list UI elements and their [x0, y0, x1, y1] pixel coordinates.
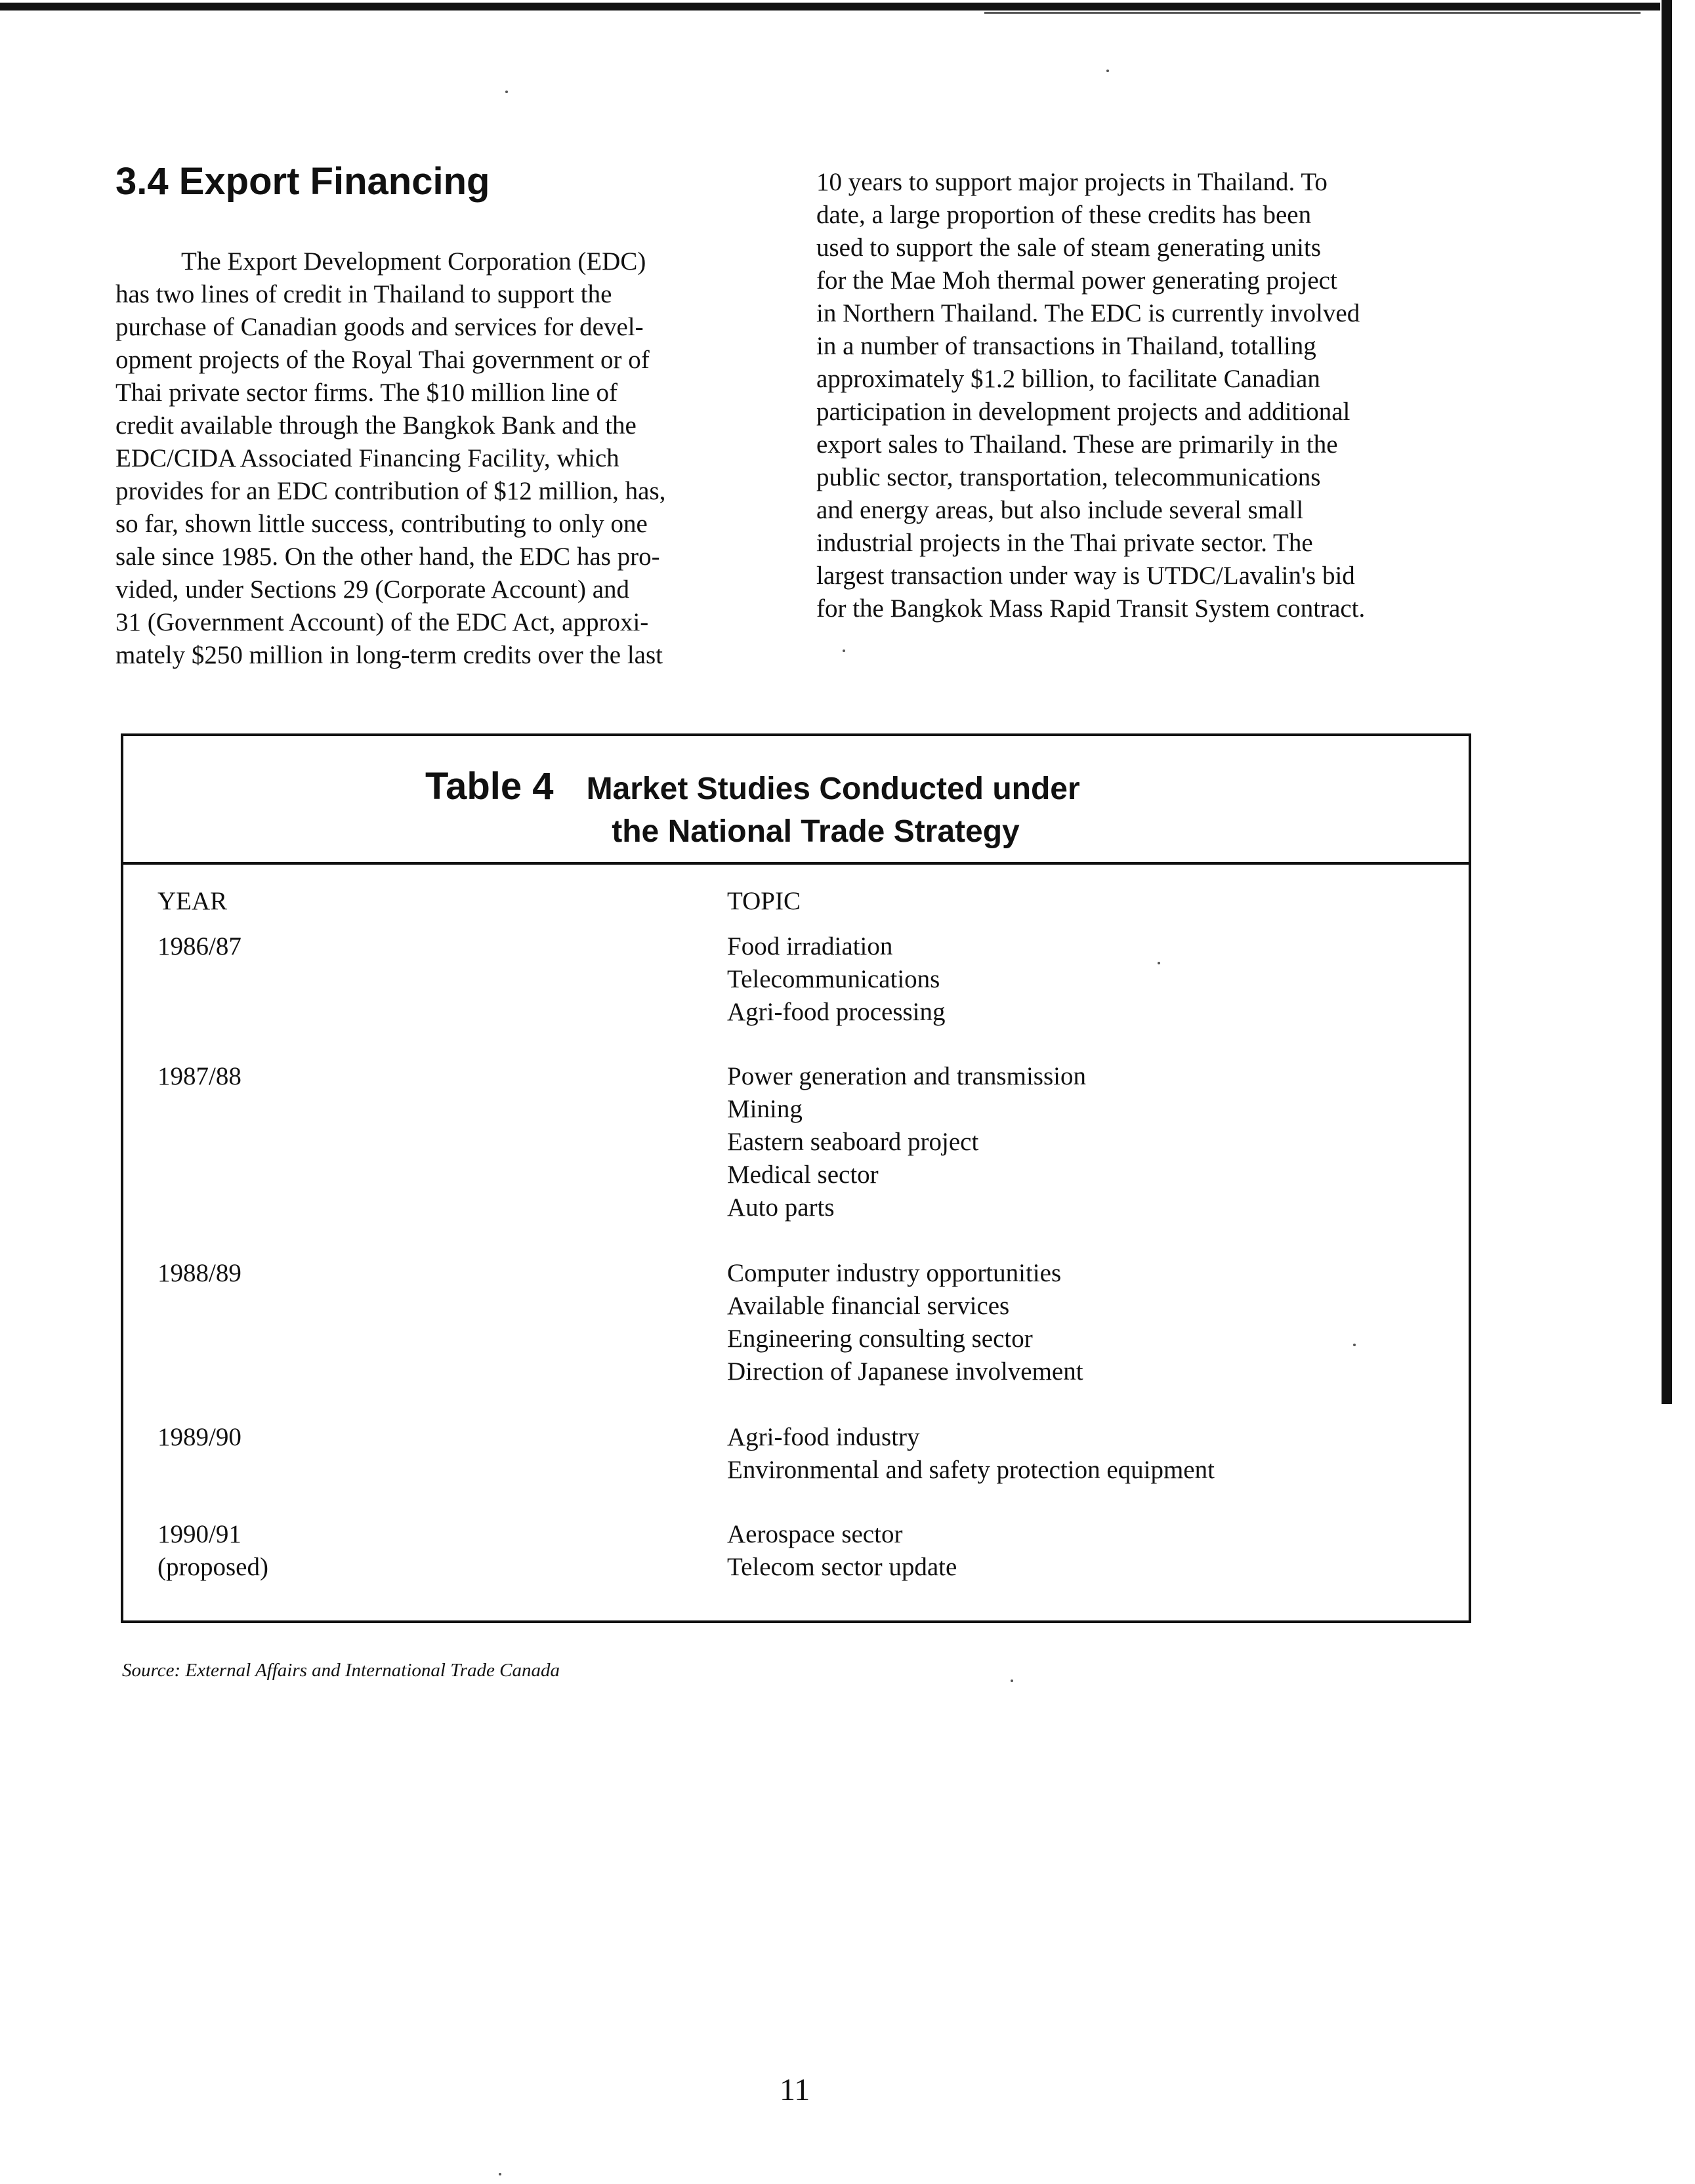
- left-line: has two lines of credit in Thailand to support the: [115, 280, 612, 308]
- right-line: export sales to Thailand. These are primarily in the: [816, 430, 1338, 459]
- left-line: purchase of Canadian goods and services for devel-: [115, 313, 644, 341]
- column-header-year: YEAR: [157, 887, 228, 915]
- table-row-year: [157, 1421, 241, 1454]
- table-row-year: [157, 1257, 241, 1290]
- right-line: public sector, transportation, telecommunications: [816, 463, 1321, 491]
- table-number: Table 4: [425, 765, 554, 808]
- table-row-year: [157, 1060, 241, 1093]
- topic-item: Available financial services: [727, 1292, 1010, 1320]
- right-line: used to support the sale of steam generating units: [816, 234, 1321, 262]
- right-line: date, a large proportion of these credits has been: [816, 201, 1312, 229]
- column-header-topic: TOPIC: [727, 887, 801, 915]
- table-row-topics: [727, 1060, 1086, 1224]
- topic-item: Auto parts: [727, 1193, 835, 1222]
- left-line: sale since 1985. On the other hand, the EDC has pro-: [115, 543, 660, 571]
- left-text-column: [115, 245, 765, 672]
- right-line: largest transaction under way is UTDC/Lavalin's bid: [816, 562, 1355, 590]
- year-label: 1987/88: [157, 1062, 241, 1090]
- scan-speck: [1106, 70, 1109, 72]
- left-line: opment projects of the Royal Thai government or of: [115, 346, 650, 374]
- topic-item: Aerospace sector: [727, 1520, 903, 1548]
- table-row-topics: [727, 1518, 957, 1584]
- topic-item: Direction of Japanese involvement: [727, 1357, 1083, 1386]
- table-row-year: [157, 1518, 268, 1584]
- left-line: provides for an EDC contribution of $12 million, has,: [115, 477, 666, 505]
- topic-item: Telecommunications: [727, 965, 940, 993]
- scan-speck: [1011, 1679, 1013, 1682]
- year-label: 1986/87: [157, 932, 241, 960]
- table-title-area: [123, 736, 1469, 865]
- right-edge-bar: [1662, 0, 1672, 1404]
- left-line: Thai private sector firms. The $10 million line of: [115, 379, 618, 407]
- topic-item: Agri-food industry: [727, 1423, 920, 1451]
- topic-item: Eastern seaboard project: [727, 1128, 979, 1156]
- right-line: in Northern Thailand. The EDC is currently involved: [816, 299, 1360, 327]
- table-row-topics: [727, 1257, 1083, 1388]
- year-note: (proposed): [157, 1553, 268, 1581]
- topic-item: Computer industry opportunities: [727, 1259, 1062, 1287]
- topic-item: Telecom sector update: [727, 1553, 957, 1581]
- scan-speck: [499, 2173, 501, 2175]
- year-label: 1990/91: [157, 1520, 241, 1548]
- table-title-text: Market Studies Conducted under: [586, 772, 1080, 806]
- table-title-line-2: the National Trade Strategy: [612, 814, 1020, 849]
- scan-speck: [1158, 962, 1160, 964]
- table-source-note: Source: External Affairs and International Trade Canada: [122, 1660, 560, 1681]
- topic-item: Engineering consulting sector: [727, 1325, 1033, 1353]
- topic-item: Medical sector: [727, 1161, 879, 1189]
- top-rule-thin: [984, 12, 1641, 14]
- right-text-column: [816, 166, 1473, 625]
- table-row-year: [157, 930, 241, 963]
- year-label: 1989/90: [157, 1423, 241, 1451]
- left-line: The Export Development Corporation (EDC): [181, 247, 646, 276]
- left-line: credit available through the Bangkok Bank and the: [115, 411, 637, 440]
- left-line: EDC/CIDA Associated Financing Facility, which: [115, 444, 619, 472]
- section-heading: 3.4 Export Financing: [115, 160, 490, 203]
- scan-speck: [505, 91, 508, 93]
- right-line: industrial projects in the Thai private sector. The: [816, 529, 1313, 557]
- right-line: and energy areas, but also include several small: [816, 496, 1304, 524]
- table-row-topics: [727, 1421, 1215, 1487]
- top-rule: [0, 3, 1660, 10]
- topic-item: Environmental and safety protection equipment: [727, 1456, 1215, 1484]
- topic-item: Power generation and transmission: [727, 1062, 1086, 1090]
- right-line: for the Mae Moh thermal power generating project: [816, 266, 1337, 295]
- topic-item: Agri-food processing: [727, 998, 946, 1026]
- left-line: vided, under Sections 29 (Corporate Account) and: [115, 575, 630, 604]
- right-line: in a number of transactions in Thailand, totalling: [816, 332, 1316, 360]
- right-line: for the Bangkok Mass Rapid Transit System contract.: [816, 594, 1366, 623]
- table-title-line-1: [425, 765, 1080, 808]
- year-label: 1988/89: [157, 1259, 241, 1287]
- table-row-topics: [727, 930, 946, 1029]
- scan-speck: [843, 649, 845, 652]
- left-line: mately $250 million in long-term credits over the last: [115, 641, 663, 669]
- right-line: participation in development projects and additional: [816, 398, 1350, 426]
- left-line: 31 (Government Account) of the EDC Act, approxi-: [115, 608, 649, 636]
- right-line: 10 years to support major projects in Thailand. To: [816, 168, 1328, 196]
- left-line: so far, shown little success, contributing to only one: [115, 510, 648, 538]
- market-studies-table: [121, 733, 1471, 1623]
- topic-item: Mining: [727, 1095, 803, 1123]
- topic-item: Food irradiation: [727, 932, 893, 960]
- scan-speck: [1353, 1344, 1356, 1346]
- right-line: approximately $1.2 billion, to facilitate Canadian: [816, 365, 1320, 393]
- page-number: 11: [780, 2072, 810, 2107]
